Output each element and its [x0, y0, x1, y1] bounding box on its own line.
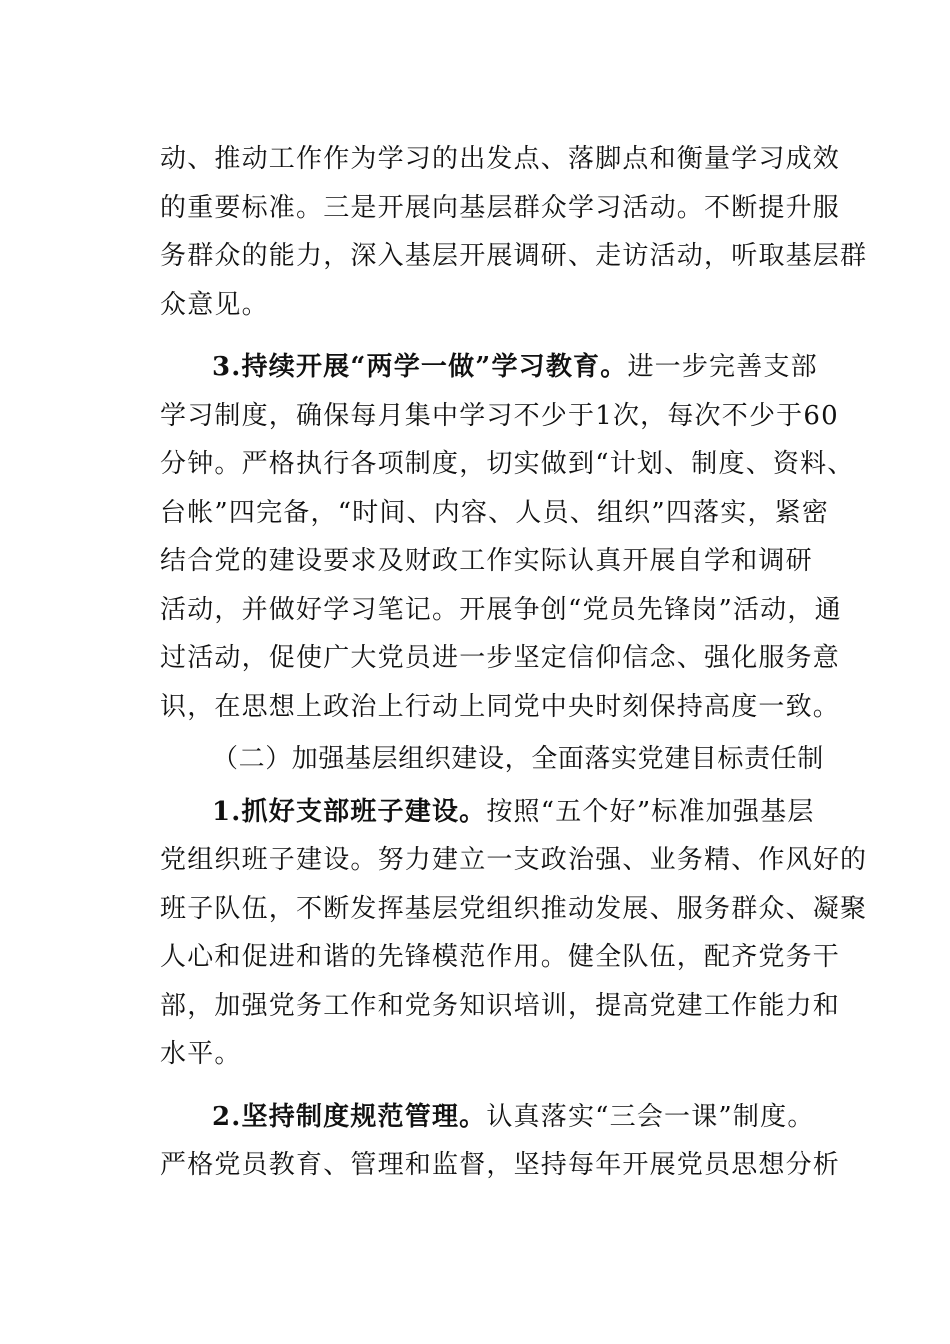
text-line: 党组织班子建设。努力建立一支政治强、业务精、作风好的: [160, 845, 868, 875]
text-line: 班子队伍，不断发挥基层党组织推动发展、服务群众、凝聚: [160, 893, 868, 924]
text-line: [160, 1093, 815, 1142]
paragraph-heading-rest: 按照“五个好”标准加强基层: [486, 796, 815, 827]
paragraph-continuation: [160, 135, 868, 329]
section-title-text: （二）加强基层组织建设，全面落实党建目标责任制: [212, 744, 824, 774]
paragraph-heading-rest: 进一步完善支部: [627, 352, 818, 382]
paragraph-system-management: [160, 1093, 841, 1190]
text-line: [160, 788, 815, 837]
paragraph-heading: 3.持续开展“两学一做”学习教育。: [212, 352, 628, 382]
paragraph-two-study-one-action: [160, 343, 855, 731]
text-line: 水平。: [160, 1039, 242, 1069]
paragraph-heading: 1.抓好支部班子建设。: [212, 796, 487, 827]
text-line: 的重要标准。三是开展向基层群众学习活动。不断提升服: [160, 192, 841, 223]
paragraph-heading-rest: 认真落实“三会一课”制度。: [486, 1101, 815, 1132]
text-line: 识，在思想上政治上行动上同党中央时刻保持高度一致。: [160, 691, 841, 722]
text-line: [160, 343, 818, 392]
text-line: 严格党员教育、管理和监督，坚持每年开展党员思想分析: [160, 1150, 841, 1180]
paragraph-branch-team: [160, 788, 868, 1079]
text-line: 务群众的能力，深入基层开展调研、走访活动，听取基层群: [160, 241, 868, 271]
paragraph-heading: 2.坚持制度规范管理。: [212, 1101, 487, 1132]
text-line: 部，加强党务工作和党务知识培训，提高党建工作能力和: [160, 990, 841, 1021]
text-line: 人心和促进和谐的先锋模范作用。健全队伍，配齐党务干: [160, 942, 841, 972]
text-line: 学习制度，确保每月集中学习不少于1次，每次不少于60: [160, 400, 839, 431]
text-line: 台帐”四完备，“时间、内容、人员、组织”四落实，紧密: [160, 497, 830, 528]
text-line: 众意见。: [160, 289, 269, 320]
text-line: 过活动，促使广大党员进一步坚定信仰信念、强化服务意: [160, 643, 841, 673]
document-body: [160, 135, 868, 1190]
text-line: 活动，并做好学习笔记。开展争创“党员先锋岗”活动，通: [160, 594, 842, 625]
text-line: 动、推动工作作为学习的出发点、落脚点和衡量学习成效: [160, 144, 841, 174]
text-line: 结合党的建设要求及财政工作实际认真开展自学和调研: [160, 546, 813, 576]
section-title: [160, 735, 824, 784]
text-line: 分钟。严格执行各项制度，切实做到“计划、制度、资料、: [160, 449, 855, 479]
